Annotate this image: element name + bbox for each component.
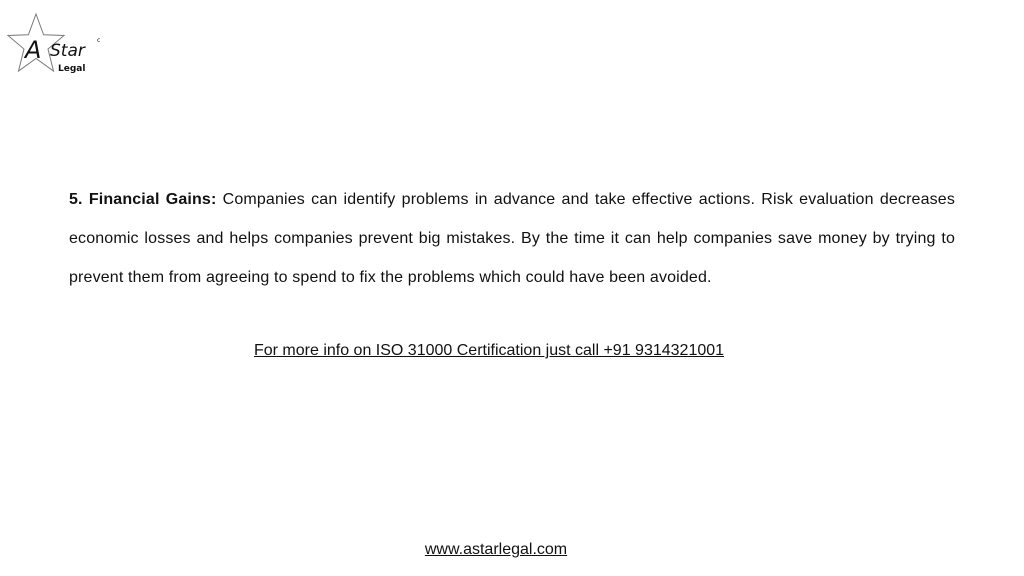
logo-copyright-mark: c <box>97 37 101 44</box>
call-to-action <box>0 340 978 362</box>
contact-info-link[interactable]: For more info on ISO 31000 Certification just call +91 9314321001 <box>253 342 725 359</box>
logo-letter-a: A <box>25 36 42 64</box>
logo-word-star: Star <box>50 41 85 61</box>
star-outline-icon <box>6 12 106 76</box>
paragraph-heading: 5. Financial Gains: <box>69 191 217 208</box>
website-link[interactable]: www.astarlegal.com <box>424 541 568 558</box>
footer <box>0 539 992 561</box>
logo-word-legal: Legal <box>58 64 86 74</box>
paragraph-text: Companies can identify problems in advance and take effective actions. Risk evaluation decreases economic losses and helps companies prevent big mistakes. By the time it can help companies save money by trying to prevent them from agreeing to spend to fix the problems which could have been avoided. <box>69 191 955 286</box>
financial-gains-paragraph <box>69 180 955 297</box>
company-logo <box>6 12 106 76</box>
